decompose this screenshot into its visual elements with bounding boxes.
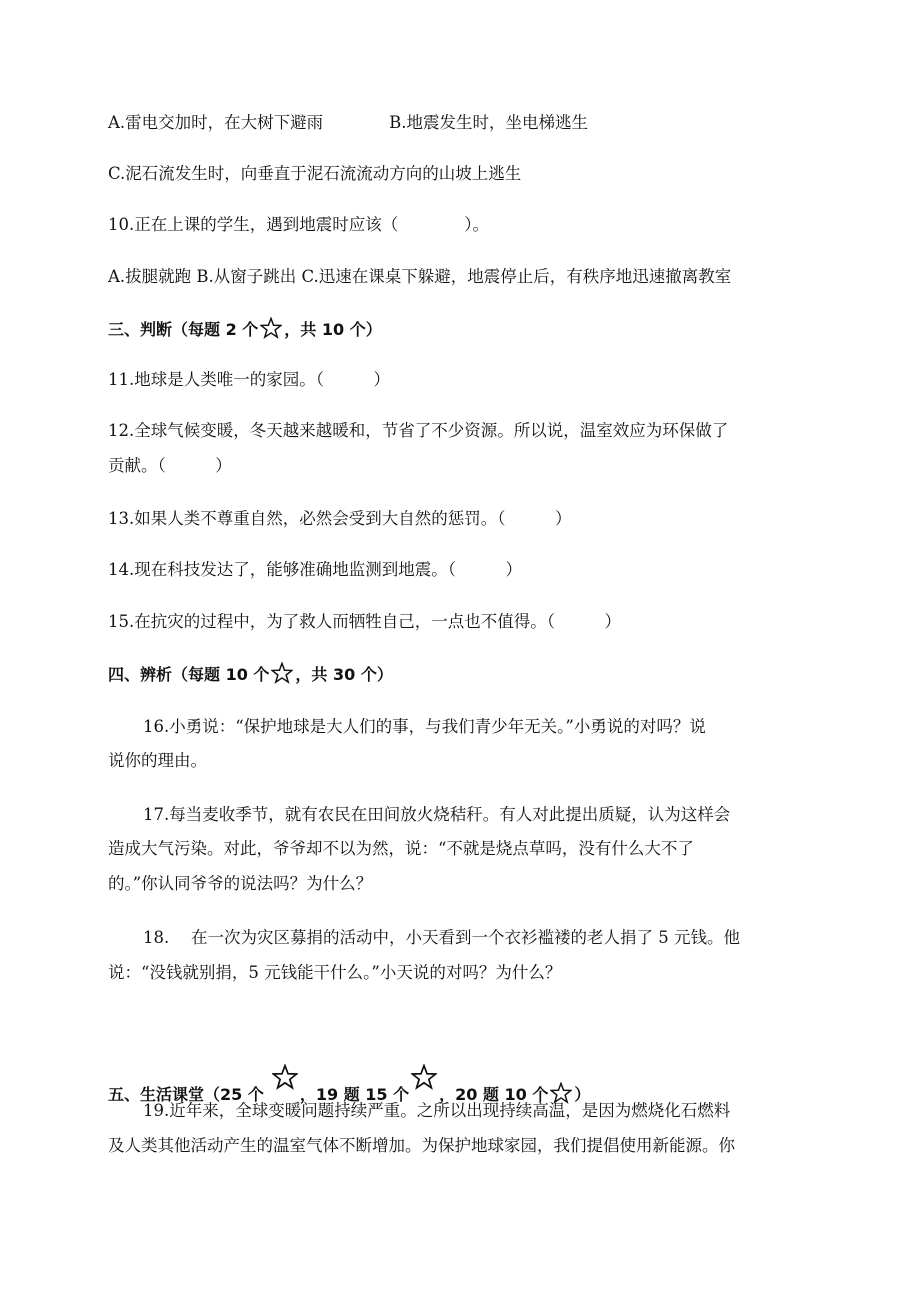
q12-line1: 12.全球气候变暖，冬天越来越暖和，节省了不少资源。所以说，温室效应为环保做了 [108, 421, 729, 440]
q16-line1: 16.小勇说：“保护地球是大人们的事，与我们青少年无关。”小勇说的对吗？说 [143, 717, 706, 736]
section4-title: 四、辨析（每题 10 个 ，共 30 个） [108, 662, 393, 686]
q10-stem: 10.正在上课的学生，遇到地震时应该（ ）。 [108, 215, 489, 234]
q13: 13.如果人类不尊重自然，必然会受到大自然的惩罚。（ ） [108, 509, 572, 528]
q18-line2: 说：“没钱就别捐，5 元钱能干什么。”小天说的对吗？为什么？ [108, 963, 562, 982]
q9-option-b: B.地震发生时，坐电梯逃生 [389, 113, 589, 132]
star-icon [411, 1064, 437, 1090]
q9-option-c: C.泥石流发生时，向垂直于泥石流流动方向的山坡上逃生 [108, 164, 522, 183]
q17-line3: 的。”你认同爷爷的说法吗？为什么？ [108, 874, 373, 893]
q10-options: A.拔腿就跑 B.从窗子跳出 C.迅速在课桌下躲避，地震停止后，有秩序地迅速撤离教室 [108, 267, 732, 286]
section5-title: 五、生活课堂（25 个 ，19 题 15 个 ，20 题 10 个 ） [108, 1064, 590, 1106]
q19-line2: 及人类其他活动产生的温室气体不断增加。为保护地球家园，我们提倡使用新能源。你 [108, 1136, 735, 1155]
q15: 15.在抗灾的过程中，为了救人而牺牲自己，一点也不值得。（ ） [108, 612, 621, 631]
q14: 14.现在科技发达了，能够准确地监测到地震。（ ） [108, 560, 522, 579]
section3-title: 三、判断（每题 2 个 ，共 10 个） [108, 317, 382, 341]
q17-line2: 造成大气污染。对此，爷爷却不以为然，说：“不就是烧点草吗，没有什么大不了 [108, 839, 694, 858]
star-icon [272, 1064, 298, 1090]
q16-line2: 说你的理由。 [108, 751, 207, 770]
star-icon [271, 662, 293, 684]
q12-line2: 贡献。（ ） [108, 456, 232, 475]
q17-line1: 17.每当麦收季节，就有农民在田间放火烧秸秆。有人对此提出质疑，认为这样会 [143, 805, 731, 824]
q19-line1: 19.近年来，全球变暖问题持续严重。之所以出现持续高温，是因为燃烧化石燃料 [143, 1101, 731, 1120]
q18-line1: 18. 在一次为灾区募捐的活动中，小天看到一个衣衫褴褛的老人捐了 5 元钱。他 [143, 928, 740, 947]
q9-option-a: A.雷电交加时，在大树下避雨 [108, 113, 324, 132]
q11: 11.地球是人类唯一的家园。（ ） [108, 370, 390, 389]
star-icon [260, 317, 282, 339]
q9-options-row [108, 112, 588, 134]
